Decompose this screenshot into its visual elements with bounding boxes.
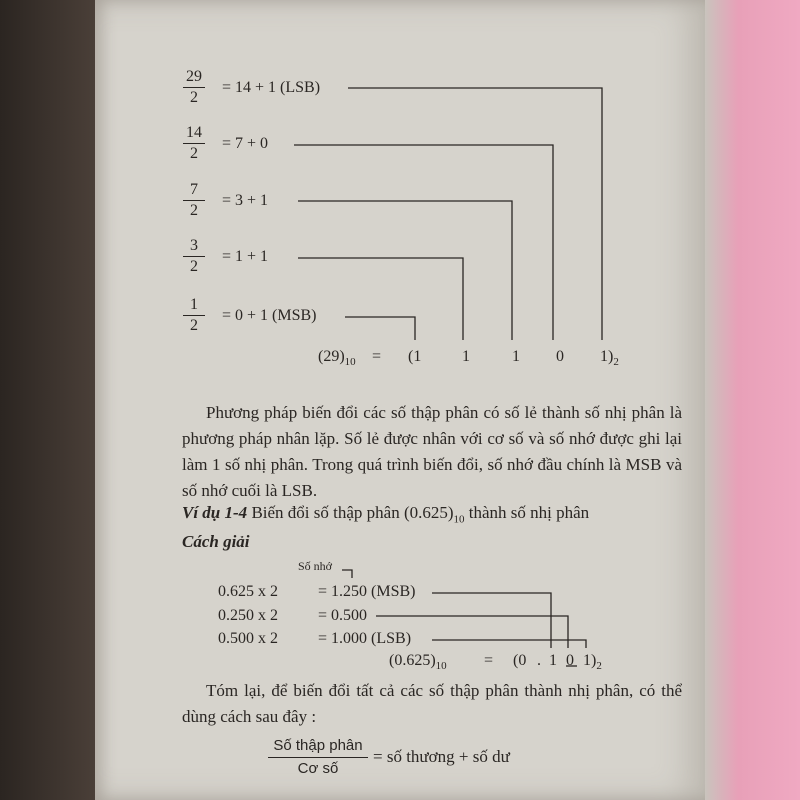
multiplication-expression: 0.250 x 2 — [218, 607, 278, 624]
example-label: Ví dụ 1-4 — [182, 503, 248, 522]
solution-label: Cách giải — [182, 532, 250, 551]
binary-digit: $1)_2$ — [600, 348, 619, 369]
decimal-value: $(0.625)_{10}$ — [389, 652, 447, 673]
multiplication-expression: 0.625 x 2 — [218, 583, 278, 600]
fraction-bar — [268, 757, 368, 758]
numerator: 1 — [183, 296, 205, 316]
numerator: 14 — [183, 124, 205, 144]
multiplication-expression: 0.500 x 2 — [218, 630, 278, 647]
paragraph-summary: Tóm lại, để biến đổi tất cả các số thập phân thành nhị phân, có thể dùng cách sau đây : — [182, 681, 682, 726]
numerator: 29 — [183, 68, 205, 88]
multiplication-result: = 1.000 (LSB) — [318, 630, 412, 647]
equals-sign: = — [484, 652, 494, 669]
binary-digit: 1 — [462, 348, 470, 365]
denominator: 2 — [190, 258, 198, 275]
binary-digit: (1 — [408, 348, 422, 365]
multiplication-result: = 0.500 — [318, 607, 368, 624]
binary-digit: 1 — [512, 348, 520, 365]
division-expression: = 0 + 1 (MSB) — [222, 307, 317, 324]
formula-rhs: = số thương + số dư — [373, 747, 510, 766]
connector-line — [376, 616, 568, 648]
decimal-value: $(29)_{10}$ — [318, 348, 356, 369]
binary-digit: 0 — [566, 652, 574, 669]
numerator: 7 — [183, 181, 205, 201]
denominator: 2 — [190, 317, 198, 334]
division-expression: = 1 + 1 — [222, 248, 269, 265]
multiplication-result: = 1.250 (MSB) — [318, 583, 416, 600]
binary-digit: $1)_2$ — [583, 652, 602, 673]
formula-denominator: Cơ số — [297, 760, 339, 777]
denominator: 2 — [190, 202, 198, 219]
division-expression: = 7 + 0 — [222, 135, 269, 152]
numerator: 3 — [183, 237, 205, 257]
binary-digit: 0 — [556, 348, 564, 365]
denominator: 2 — [190, 145, 198, 162]
paragraph-body: Phương pháp biến đổi các số thập phân có số lẻ thành số nhị phân là phương pháp nhân lặp. Số lẻ được nhân với cơ số và số nhớ được ghi lại làm 1 số nhị phân. Trong quá trình biến đổi, số nhớ đầu chính là MSB và số nhớ cuối là LSB. — [182, 403, 682, 500]
connector-line — [432, 640, 586, 648]
division-expression: = 14 + 1 (LSB) — [222, 79, 321, 96]
denominator: 2 — [190, 89, 198, 106]
formula-numerator: Số thập phân — [273, 737, 363, 754]
binary-digit: 1 — [549, 652, 557, 669]
carry-label: Số nhớ — [298, 559, 333, 573]
example-text: Biến đổi số thập phân $(0.625)_{10}$ thành số nhị phân — [251, 503, 590, 526]
binary-digit: (0 — [513, 652, 527, 669]
radix-point: . — [537, 652, 541, 669]
equals-sign: = — [372, 348, 382, 365]
carry-bracket — [342, 570, 352, 578]
division-expression: = 3 + 1 — [222, 192, 269, 209]
